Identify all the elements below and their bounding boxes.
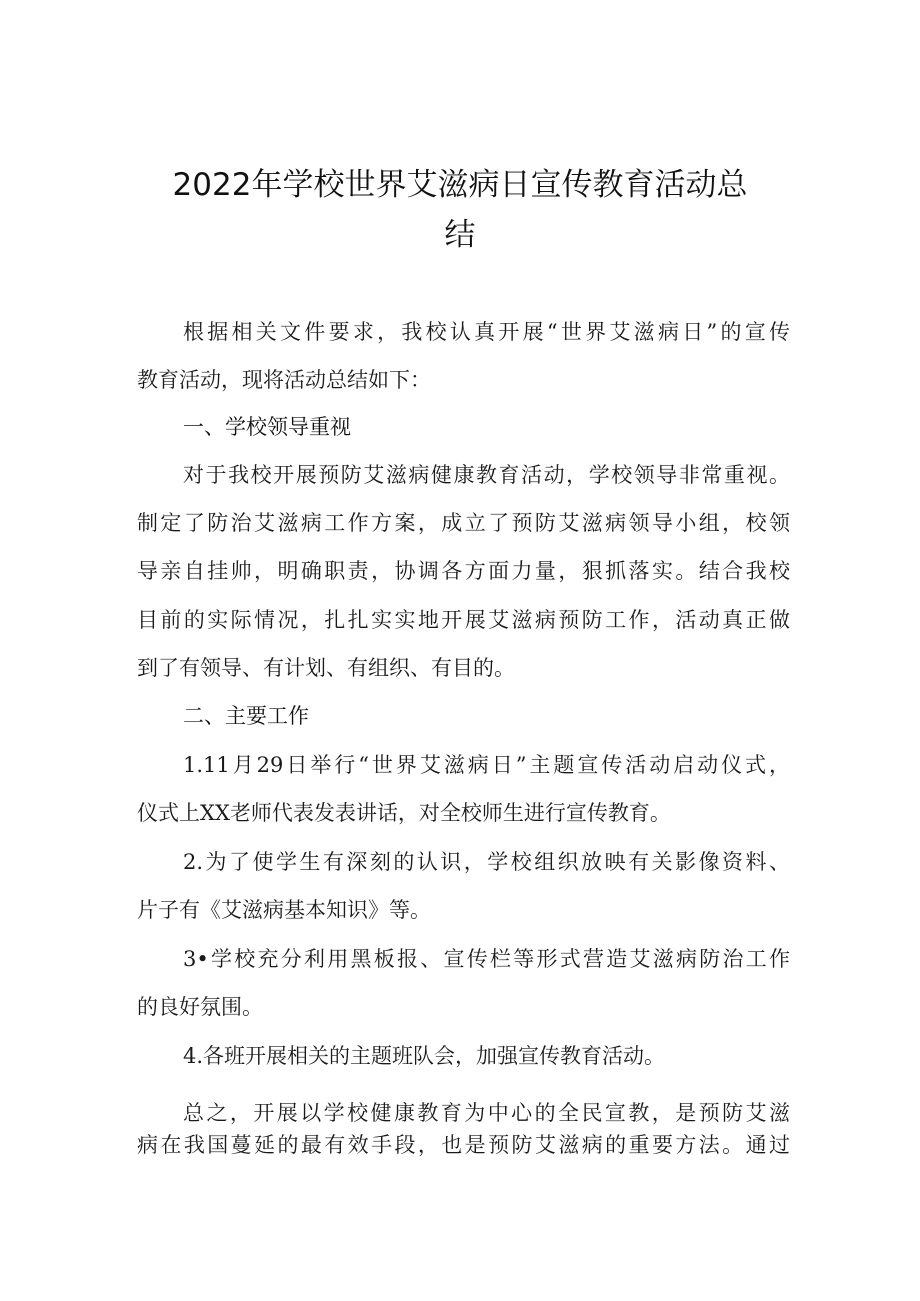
section-1-heading: 一、学校领导重视 (183, 415, 351, 439)
section-1-line-2: 制定了防治艾滋病工作方案，成立了预防艾滋病领导小组，校领 (137, 511, 790, 535)
section-1-line-3: 导亲自挂帅，明确职责，协调各方面力量，狠抓落实。结合我校 (137, 559, 790, 583)
document-title-line-1: 2022年学校世界艾滋病日宣传教育活动总 (172, 167, 748, 203)
intro-paragraph-line-2: 教育活动，现将活动总结如下： (137, 368, 431, 392)
intro-paragraph-line-1: 根据相关文件要求，我校认真开展“世界艾滋病日”的宣传 (183, 320, 790, 344)
section-1-line-5: 到了有领导、有计划、有组织、有目的。 (137, 656, 515, 680)
work-item-3-line-1: 3•学校充分利用黑板报、宣传栏等形式营造艾滋病防治工作 (183, 947, 790, 971)
conclusion-line-1: 总之，开展以学校健康教育为中心的全民宣教，是预防艾滋 (183, 1101, 790, 1125)
work-item-2-line-1: 2.为了使学生有深刻的认识，学校组织放映有关影像资料、 (183, 850, 790, 874)
document-title-line-2: 结 (444, 217, 476, 253)
work-item-4-line-1: 4.各班开展相关的主题班队会，加强宣传教育活动。 (183, 1044, 666, 1068)
work-item-1-line-2: 仪式上XX老师代表发表讲话，对全校师生进行宣传教育。 (137, 801, 671, 825)
section-1-line-4: 目前的实际情况，扎扎实实地开展艾滋病预防工作，活动真正做 (137, 608, 790, 632)
work-item-1-line-1: 1.11月29日举行“世界艾滋病日”主题宣传活动启动仪式， (183, 753, 790, 777)
section-1-line-1: 对于我校开展预防艾滋病健康教育活动，学校领导非常重视。 (183, 463, 790, 487)
conclusion-line-2: 病在我国蔓延的最有效手段，也是预防艾滋病的重要方法。通过 (137, 1133, 790, 1157)
section-2-heading: 二、主要工作 (183, 704, 309, 728)
work-item-3-line-2: 的良好氛围。 (137, 995, 263, 1019)
work-item-2-line-2: 片子有《艾滋病基本知识》等。 (137, 898, 431, 922)
